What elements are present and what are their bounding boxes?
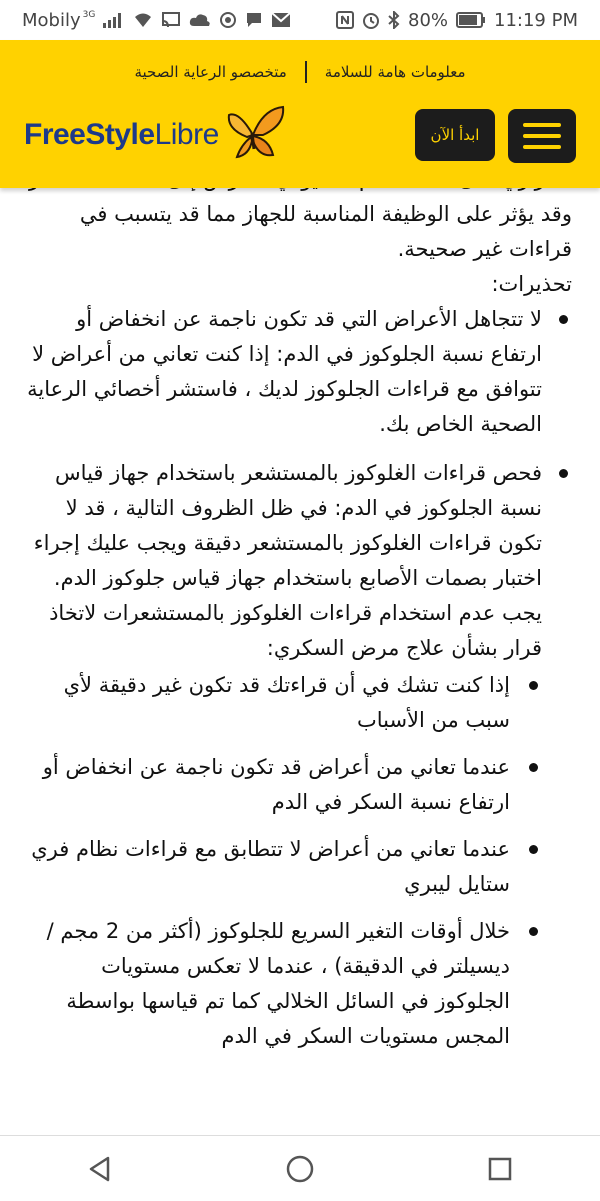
chat-icon: [245, 11, 263, 29]
healthcare-professionals-link[interactable]: متخصصو الرعاية الصحية: [134, 63, 287, 81]
recents-icon[interactable]: [470, 1144, 530, 1194]
mail-icon: [271, 12, 291, 28]
back-icon[interactable]: [70, 1144, 130, 1194]
battery-percent: 80%: [408, 9, 449, 31]
list-item: إذا كنت تشك في أن قراءتك قد تكون غير دقيقة لأي سبب من الأسباب: [26, 668, 510, 738]
brand-freestyle: FreeStyle: [24, 118, 155, 151]
bluetooth-icon: [388, 11, 400, 29]
intro-paragraph: وقد يؤثر على الوظيفة المناسبة للجهاز مما قد يتسبب في قراءات غير صحيحة.: [79, 202, 572, 261]
list-item: عندما تعاني من أعراض قد تكون ناجمة عن انخفاض أو ارتفاع نسبة السكر في الدم: [26, 750, 510, 820]
carrier-name: Mobily: [22, 9, 81, 31]
status-right: [336, 10, 578, 31]
brand-logo[interactable]: [24, 100, 287, 170]
list-item: خلال أوقات التغير السريع للجلوكوز (أكثر من 2 مجم / ديسيلتر في الدقيقة) ، عندما لا تعكس مستويات الجلوكوز في السائل الخلالي كما تم قياسها بواسطة المجس مستويات السكر في الدم: [26, 914, 510, 1054]
network-type: 3G: [82, 10, 96, 20]
alarm-icon: [362, 11, 380, 29]
warning-text: فحص قراءات الغلوكوز بالمستشعر باستخدام جهاز قياس نسبة الجلوكوز في الدم: في ظل الظروف التالية ، قد لا تكون قراءات الغلوكوز بالمستشعر دقيقة ويجب عليك إجراء اختبار بصمات الأصابع باستخدام جهاز قياس جلوكوز الدم. يجب عدم استخدام قراءات الغلوكوز بالمستشعرات لاتخاذ قرار بشأن علاج مرض السكري:: [33, 461, 542, 660]
signal-icon: [103, 12, 125, 28]
cast-icon: [161, 12, 181, 28]
warnings-heading: تحذيرات:: [491, 272, 572, 296]
nfc-icon: [336, 11, 354, 29]
brand-name: [24, 118, 219, 152]
safety-info-link[interactable]: معلومات هامة للسلامة: [324, 63, 466, 81]
list-item: [26, 302, 542, 442]
article-content: [0, 150, 600, 1135]
start-now-button[interactable]: ابدأ الآن: [415, 109, 495, 161]
top-links: [0, 58, 600, 86]
link-separator: [305, 61, 307, 83]
warning-text: لا تتجاهل الأعراض التي قد تكون ناجمة عن انخفاض أو ارتفاع نسبة الجلوكوز في الدم: إذا كنت تعاني من أعراض لا تتوافق مع قراءات الجلوكوز لديك ، فاستشر أخصائي الرعاية الصحية الخاص بك.: [27, 307, 542, 436]
clock-time: 11:19 PM: [494, 9, 578, 31]
status-bar: [0, 0, 600, 40]
list-item: [26, 456, 542, 1054]
wifi-icon: [133, 12, 153, 28]
hamburger-menu-icon[interactable]: [508, 109, 576, 163]
battery-icon: [456, 12, 486, 28]
site-header: [0, 40, 600, 188]
list-item: عندما تعاني من أعراض لا تتطابق مع قراءات نظام فري ستايل ليبري: [26, 832, 510, 902]
whatsapp-icon: [219, 11, 237, 29]
butterfly-icon: [223, 105, 287, 165]
warnings-list: [26, 302, 572, 1054]
home-icon[interactable]: [270, 1144, 330, 1194]
cloud-icon: [189, 12, 211, 28]
brand-libre: Libre: [154, 118, 219, 151]
status-left: [22, 10, 291, 31]
conditions-list: [26, 668, 542, 1054]
navigation-bar: [0, 1135, 600, 1201]
